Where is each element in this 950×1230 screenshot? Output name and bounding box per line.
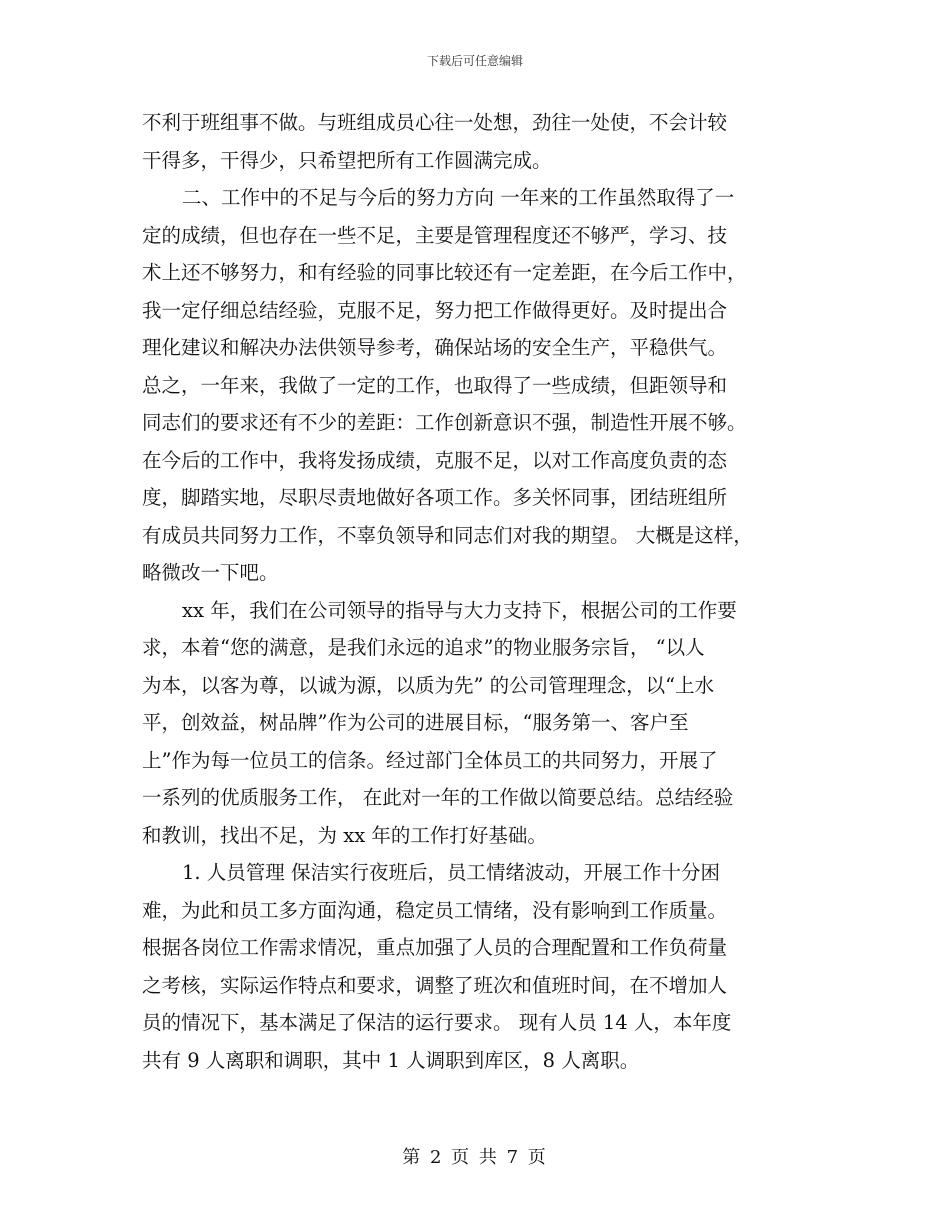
text-line: 上”作为每一位员工的信条。经过部门全体员工的共同努力，开展了 xyxy=(142,748,718,772)
text-line: 不利于班组事不做。与班组成员心往一处想，劲往一处使，不会计较 xyxy=(142,111,728,134)
text-line: 员的情况下，基本满足了保洁的运行要求。 现有人员 14 人，本年度 xyxy=(142,1011,732,1034)
text-line: 同志们的要求还有不少的差距：工作创新意识不强，制造性开展不够。 xyxy=(142,411,747,434)
page-number-footer: 第 2 页 共 7 页 xyxy=(402,1147,548,1168)
text-line: 一系列的优质服务工作， 在此对一年的工作做以简要总结。总结经验 xyxy=(142,786,734,809)
page-header: 下载后可任意编辑 xyxy=(426,54,523,68)
text-line: 术上还不够努力，和有经验的同事比较还有一定差距，在今后工作中， xyxy=(142,261,747,284)
text-line: xx 年，我们在公司领导的指导与大力支持下，根据公司的工作要 xyxy=(182,598,737,622)
text-line: 1. 人员管理 保洁实行夜班后，员工情绪波动，开展工作十分困 xyxy=(182,861,721,884)
text-line: 之考核，实际运作特点和要求，调整了班次和值班时间，在不增加人 xyxy=(142,973,728,997)
text-line: 求，本着“您的满意，是我们永远的追求”的物业服务宗旨， “以人 xyxy=(142,636,705,659)
text-line: 干得多，干得少，只希望把所有工作圆满完成。 xyxy=(142,148,552,172)
text-line: 定的成绩，但也存在一些不足，主要是管理程度还不够严，学习、技 xyxy=(142,223,728,247)
text-line: 和教训，找出不足，为 xx 年的工作打好基础。 xyxy=(142,823,547,847)
text-line: 二、工作中的不足与今后的努力方向 一年来的工作虽然取得了一 xyxy=(182,186,735,209)
text-line: 我一定仔细总结经验，克服不足，努力把工作做得更好。及时提出合 xyxy=(142,298,728,322)
text-line: 度，脚踏实地，尽职尽责地做好各项工作。多关怀同事，团结班组所 xyxy=(142,486,728,509)
text-line: 有成员共同努力工作，不辜负领导和同志们对我的期望。 大概是这样， xyxy=(142,523,753,547)
text-line: 在今后的工作中，我将发扬成绩，克服不足，以对工作高度负责的态 xyxy=(142,448,728,472)
text-line: 难，为此和员工多方面沟通，稳定员工情绪，没有影响到工作质量。 xyxy=(142,898,728,922)
text-line: 总之，一年来，我做了一定的工作，也取得了一些成绩，但距领导和 xyxy=(142,373,728,397)
text-line: 略微改一下吧。 xyxy=(142,561,279,584)
text-line: 共有 9 人离职和调职，其中 1 人调职到库区，8 人离职。 xyxy=(142,1048,640,1072)
text-line: 理化建议和解决办法供领导参考，确保站场的安全生产，平稳供气。 xyxy=(142,336,728,359)
text-line: 为本，以客为尊，以诚为源，以质为先” 的公司管理理念，以“上水 xyxy=(142,673,715,697)
document-body xyxy=(142,104,812,1079)
text-line: 根据各岗位工作需求情况，重点加强了人员的合理配置和工作负荷量 xyxy=(142,936,728,959)
text-line: 平，创效益，树品牌”作为公司的进展目标，“服务第一、客户至 xyxy=(142,711,689,734)
